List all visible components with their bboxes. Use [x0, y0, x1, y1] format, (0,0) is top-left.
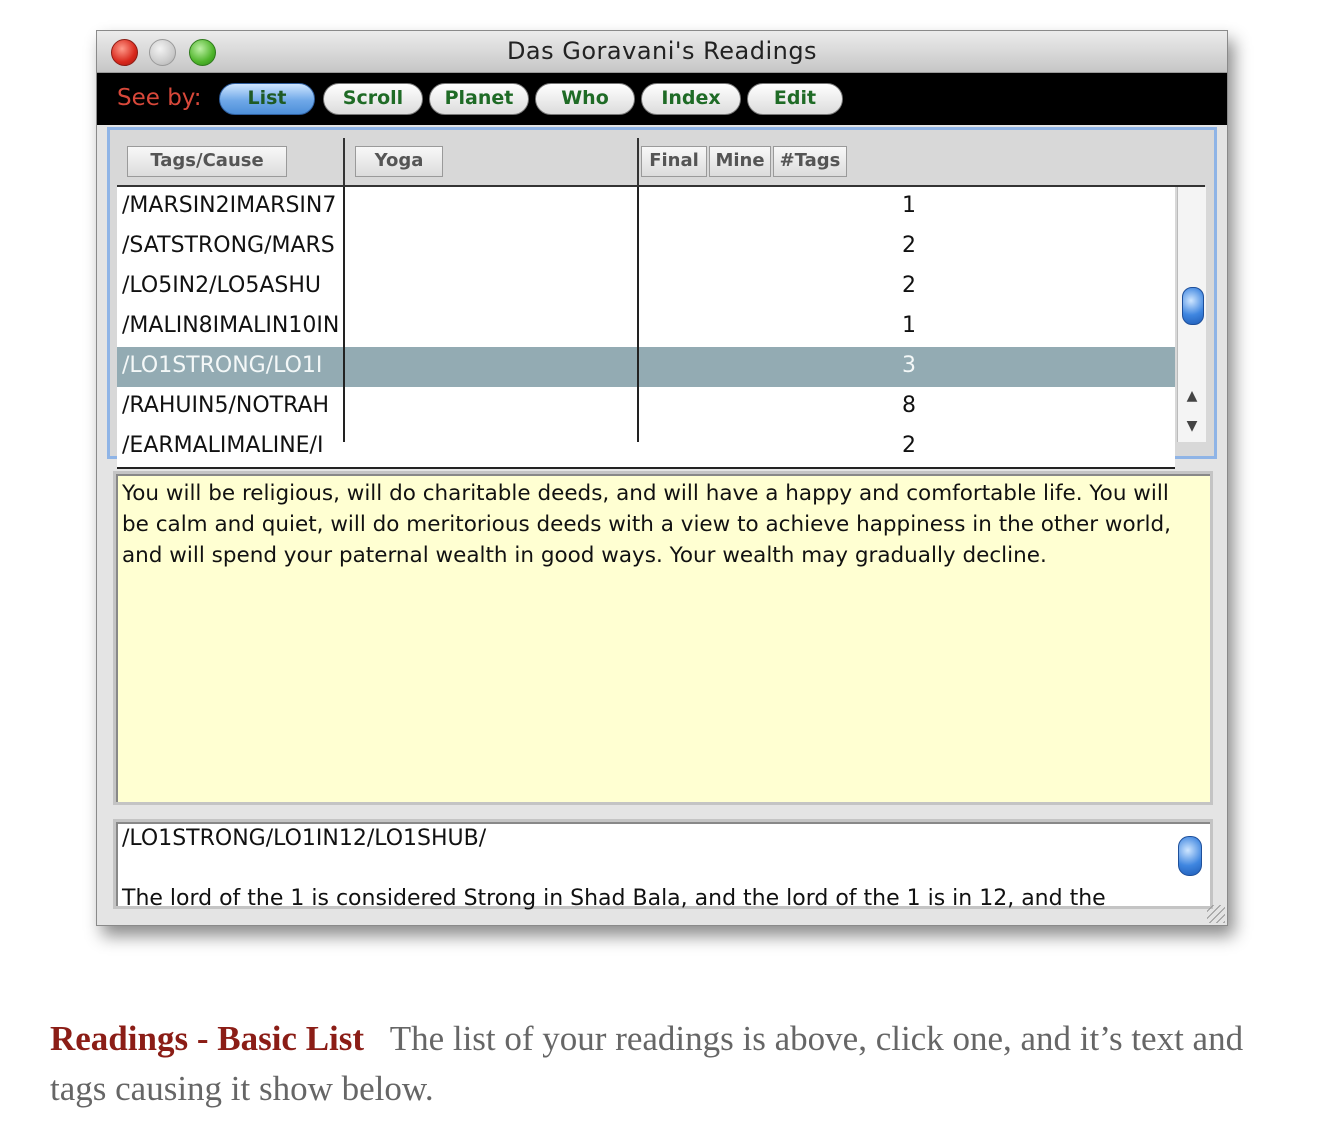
- table-row[interactable]: [117, 307, 1175, 349]
- column-header-mine[interactable]: Mine: [709, 146, 771, 177]
- table-row[interactable]: [117, 427, 1175, 469]
- column-header-tags-count[interactable]: #Tags: [773, 146, 847, 177]
- caption-text: The list of your readings is above, click one, and it’s text and tags causing it show below.: [50, 1019, 1244, 1108]
- tags-cell: /LO5IN2/LO5ASHU: [122, 273, 321, 298]
- column-divider: [637, 187, 639, 442]
- index-button[interactable]: Index: [641, 83, 741, 115]
- count-cell: 1: [902, 193, 916, 218]
- caption: [50, 1014, 1300, 1114]
- tags-cell: /LO1STRONG/LO1I: [122, 353, 323, 378]
- table-scrollbar[interactable]: [1177, 187, 1206, 442]
- tags-cell: /RAHUIN5/NOTRAH: [122, 393, 330, 418]
- table-row[interactable]: [117, 187, 1175, 229]
- title-bar[interactable]: [97, 31, 1227, 73]
- tag-description: The lord of the 1 is considered Strong in Shad Bala, and the lord of the 1 is in 12, and the: [122, 886, 1106, 911]
- see-by-label: See by:: [117, 85, 202, 111]
- count-cell: 2: [902, 273, 916, 298]
- column-divider: [343, 187, 345, 442]
- reading-text-pane[interactable]: [113, 471, 1213, 805]
- scroll-up-arrow-icon[interactable]: ▲: [1186, 388, 1198, 404]
- tags-cell: /MARSIN2IMARSIN7: [122, 193, 337, 218]
- column-divider: [637, 138, 639, 185]
- table-row[interactable]: [117, 267, 1175, 309]
- list-button[interactable]: List: [219, 83, 315, 115]
- column-header-tags[interactable]: Tags/Cause: [127, 146, 287, 177]
- edit-button[interactable]: Edit: [747, 83, 843, 115]
- table-header: [117, 138, 1205, 187]
- resize-grip-icon[interactable]: [1207, 905, 1225, 923]
- table-body: [117, 187, 1175, 458]
- reading-text: You will be religious, will do charitable deeds, and will have a happy and comfortable life. You will be calm and quiet, will do meritorious deeds with a view to achieve happiness in the other world, and will spend your paternal wealth in good ways. Your wealth may gradually decline.: [122, 481, 1171, 568]
- planet-button[interactable]: Planet: [429, 83, 529, 115]
- count-cell: 1: [902, 313, 916, 338]
- column-header-yoga[interactable]: Yoga: [355, 146, 443, 177]
- readings-window: [96, 30, 1228, 926]
- count-cell: 8: [902, 393, 916, 418]
- tags-cell: /SATSTRONG/MARS: [122, 233, 335, 258]
- tags-cell: /EARMALIMALINE/I: [122, 433, 324, 458]
- scroll-thumb[interactable]: [1182, 287, 1204, 325]
- count-cell: 2: [902, 233, 916, 258]
- table-row[interactable]: [117, 227, 1175, 269]
- count-cell: 3: [902, 353, 916, 378]
- tags-cell: /MALIN8IMALIN10IN: [122, 313, 340, 338]
- window-title: Das Goravani's Readings: [506, 37, 818, 65]
- table-row-selected[interactable]: [117, 347, 1175, 389]
- scroll-button[interactable]: Scroll: [323, 83, 423, 115]
- caption-title: Readings - Basic List: [50, 1019, 365, 1058]
- column-header-final[interactable]: Final: [641, 146, 707, 177]
- column-divider: [343, 138, 345, 185]
- who-button[interactable]: Who: [535, 83, 635, 115]
- view-toolbar: [97, 73, 1227, 125]
- tags-detail-pane[interactable]: [113, 819, 1213, 909]
- detail-scroll-thumb[interactable]: [1178, 836, 1202, 876]
- tag-line: /LO1STRONG/LO1IN12/LO1SHUB/: [122, 826, 487, 851]
- count-cell: 2: [902, 433, 916, 458]
- scroll-down-arrow-icon[interactable]: ▼: [1186, 418, 1198, 434]
- readings-table: [107, 127, 1217, 459]
- table-row[interactable]: [117, 387, 1175, 429]
